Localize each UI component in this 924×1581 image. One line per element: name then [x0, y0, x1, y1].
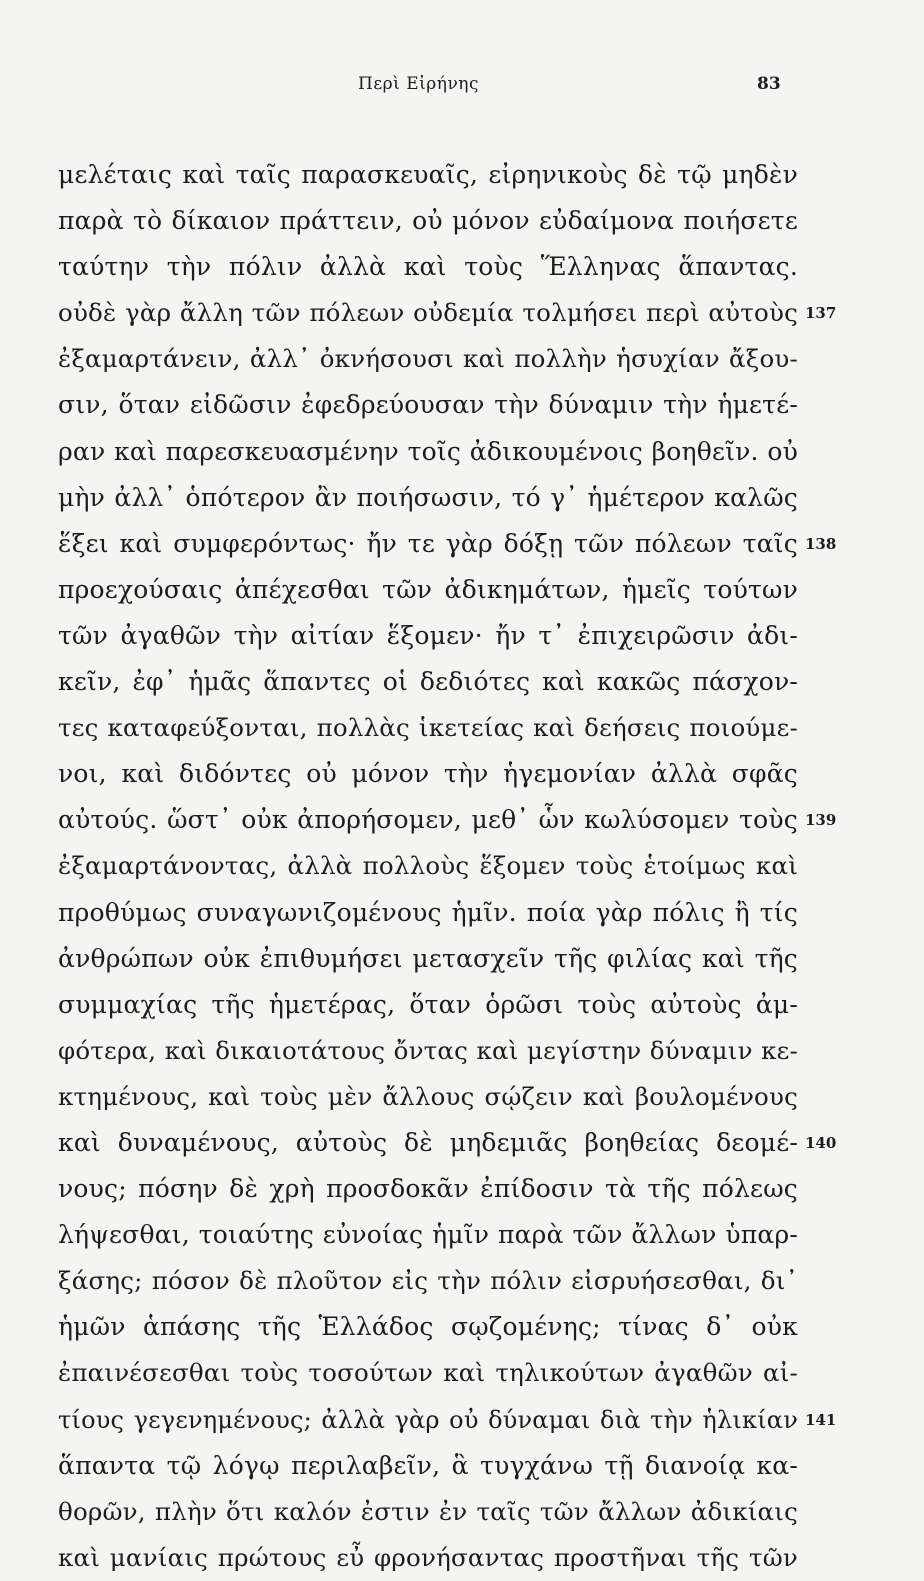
section-number: 137	[805, 304, 837, 323]
text-line: ἐπαινέσεσθαι τοὺς τοσούτων καὶ τηλικούτων ἀγαθῶν αἰ-	[58, 1358, 798, 1388]
page-number: 83	[757, 74, 781, 94]
text-line: φότερα, καὶ δικαιοτάτους ὄντας καὶ μεγίστην δύναμιν κε-	[58, 1035, 798, 1065]
text-line: κτημένους, καὶ τοὺς μὲν ἄλλους σῴζειν καὶ βουλομένους	[58, 1081, 798, 1111]
text-line: σιν, ὅταν εἰδῶσιν ἐφεδρεύουσαν τὴν δύναμιν τὴν ἡμετέ-	[58, 390, 798, 420]
text-line: τες καταφεύξονται, πολλὰς ἱκετείας καὶ δεήσεις ποιούμε-	[58, 713, 798, 743]
text-line: τῶν ἀγαθῶν τὴν αἰτίαν ἕξομεν· ἤν τ᾽ ἐπιχειρῶσιν ἀδι-	[58, 620, 798, 650]
text-line: μὴν ἀλλ᾽ ὁπότερον ἂν ποιήσωσιν, τό γ᾽ ἡμέτερον καλῶς	[58, 482, 798, 512]
section-number: 139	[805, 811, 837, 830]
text-line: οὐδὲ γὰρ ἄλλη τῶν πόλεων οὐδεμία τολμήσει περὶ αὐτοὺς	[58, 298, 798, 328]
text-line: συμμαχίας τῆς ἡμετέρας, ὅταν ὁρῶσι τοὺς αὐτοὺς ἀμ-	[58, 989, 798, 1019]
text-line: ἐξαμαρτάνειν, ἀλλ᾽ ὀκνήσουσι καὶ πολλὴν ἡσυχίαν ἄξου-	[58, 344, 798, 374]
text-line: παρὰ τὸ δίκαιον πράττειν, οὐ μόνον εὐδαίμονα ποιήσετε	[58, 206, 798, 236]
text-line: κεῖν, ἐφ᾽ ἡμᾶς ἅπαντες οἱ δεδιότες καὶ κακῶς πάσχον-	[58, 667, 798, 697]
text-line: ξάσης; πόσον δὲ πλοῦτον εἰς τὴν πόλιν εἰσρυήσεσθαι, δι᾽	[58, 1266, 798, 1296]
section-number: 138	[805, 534, 837, 553]
text-line: προεχούσαις ἀπέχεσθαι τῶν ἀδικημάτων, ἡμεῖς τούτων	[58, 574, 798, 604]
text-line: νους; πόσην δὲ χρὴ προσδοκᾶν ἐπίδοσιν τὰ τῆς πόλεως	[58, 1174, 798, 1204]
text-line: προθύμως συναγωνιζομένους ἡμῖν. ποία γὰρ πόλις ἢ τίς	[58, 897, 798, 927]
running-title: Περὶ Εἰρήνης	[358, 74, 479, 94]
text-line: τίους γεγενημένους; ἀλλὰ γὰρ οὐ δύναμαι διὰ τὴν ἡλικίαν	[58, 1405, 798, 1434]
section-number: 141	[805, 1410, 837, 1429]
text-line: ἕξει καὶ συμφερόντως· ἤν τε γὰρ δόξῃ τῶν πόλεων ταῖς	[58, 528, 798, 558]
body-text	[58, 152, 798, 1581]
text-line: ἀνθρώπων οὐκ ἐπιθυμήσει μετασχεῖν τῆς φιλίας καὶ τῆς	[58, 943, 798, 973]
text-line: ταύτην τὴν πόλιν ἀλλὰ καὶ τοὺς Ἕλληνας ἅπαντας.	[58, 252, 798, 282]
text-line: αὐτούς. ὥστ᾽ οὐκ ἀπορήσομεν, μεθ᾽ ὧν κωλύσομεν τοὺς	[58, 805, 798, 835]
text-line: ἐξαμαρτάνοντας, ἀλλὰ πολλοὺς ἕξομεν τοὺς ἑτοίμως καὶ	[58, 851, 798, 881]
running-head	[0, 74, 924, 98]
text-line: μελέταις καὶ ταῖς παρασκευαῖς, εἰρηνικοὺς δὲ τῷ μηδὲν	[58, 160, 798, 189]
text-line: ραν καὶ παρεσκευασμένην τοῖς ἀδικουμένοις βοηθεῖν. οὐ	[58, 436, 798, 466]
text-line: ἅπαντα τῷ λόγῳ περιλαβεῖν, ἃ τυγχάνω τῇ διανοίᾳ κα-	[58, 1450, 798, 1480]
text-line: καὶ μανίαις πρώτους εὖ φρονήσαντας προστῆναι τῆς τῶν	[58, 1542, 798, 1572]
text-line: λήψεσθαι, τοιαύτης εὐνοίας ἡμῖν παρὰ τῶν ἄλλων ὑπαρ-	[58, 1220, 798, 1250]
text-line: νοι, καὶ διδόντες οὐ μόνον τὴν ἡγεμονίαν ἀλλὰ σφᾶς	[58, 759, 798, 789]
text-line: θορῶν, πλὴν ὅτι καλόν ἐστιν ἐν ταῖς τῶν ἄλλων ἀδικίαις	[58, 1496, 798, 1526]
text-line: καὶ δυναμένους, αὐτοὺς δὲ μηδεμιᾶς βοηθείας δεομέ-	[58, 1127, 798, 1157]
text-line: ἡμῶν ἁπάσης τῆς Ἑλλάδος σῳζομένης; τίνας δ᾽ οὐκ	[58, 1312, 798, 1342]
section-number: 140	[805, 1134, 837, 1153]
